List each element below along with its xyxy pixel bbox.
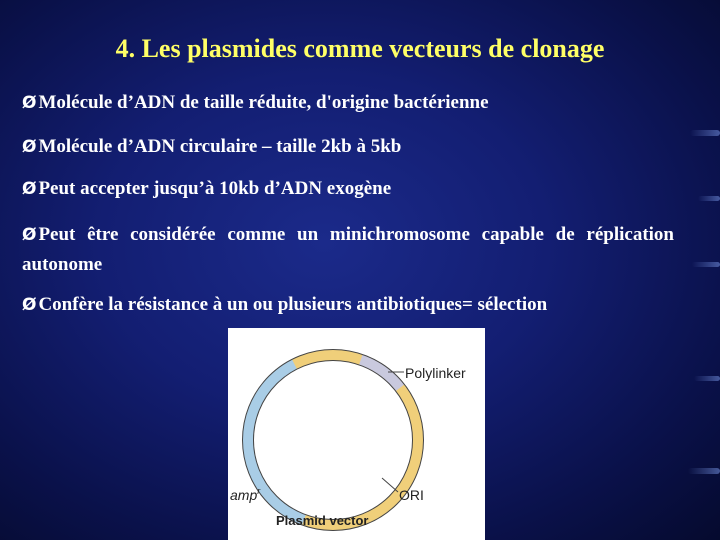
ori-label: ORI (399, 487, 424, 503)
background-streak (694, 376, 720, 381)
bullet-text: Molécule d’ADN de taille réduite, d'origine bactérienne (38, 92, 489, 113)
amp-label-text: amp (230, 487, 258, 503)
bullet-text: Peut accepter jusqu’à 10kb d’ADN exogène (38, 178, 392, 199)
arrow-bullet-icon: Ø (22, 93, 37, 113)
bullet-item (22, 220, 674, 279)
bullet-text: Molécule d’ADN circulaire – taille 2kb à 5kb (38, 136, 402, 157)
polylinker-label: Polylinker (405, 365, 466, 381)
ori-pointer (382, 478, 398, 492)
bullet-text: Peut être considérée comme un minichromosome capable de réplication autonome (22, 224, 674, 275)
plasmid-diagram (228, 328, 485, 540)
arrow-bullet-icon: Ø (22, 225, 37, 245)
background-streak (692, 262, 720, 267)
plasmid-figure (228, 328, 485, 540)
background-streak (688, 468, 720, 474)
bullet-text: Confère la résistance à un ou plusieurs antibiotiques= sélection (38, 294, 548, 315)
bullet-item (22, 132, 674, 162)
bullet-item (22, 174, 674, 204)
amp-label-superscript: r (257, 486, 261, 496)
background-streak (698, 196, 720, 201)
slide-title: 4. Les plasmides comme vecteurs de clonage (115, 34, 605, 63)
plasmid-ring-outline-inner (254, 361, 413, 520)
arrow-bullet-icon: Ø (22, 179, 37, 199)
arrow-bullet-icon: Ø (22, 137, 37, 157)
plasmid-ring (243, 350, 424, 531)
bullet-item (22, 88, 674, 118)
bullet-item (22, 290, 674, 320)
figure-caption: Plasmid vector (276, 513, 369, 528)
arrow-bullet-icon: Ø (22, 295, 37, 315)
amp-resistance-label (230, 486, 261, 503)
background-streak (690, 130, 720, 136)
